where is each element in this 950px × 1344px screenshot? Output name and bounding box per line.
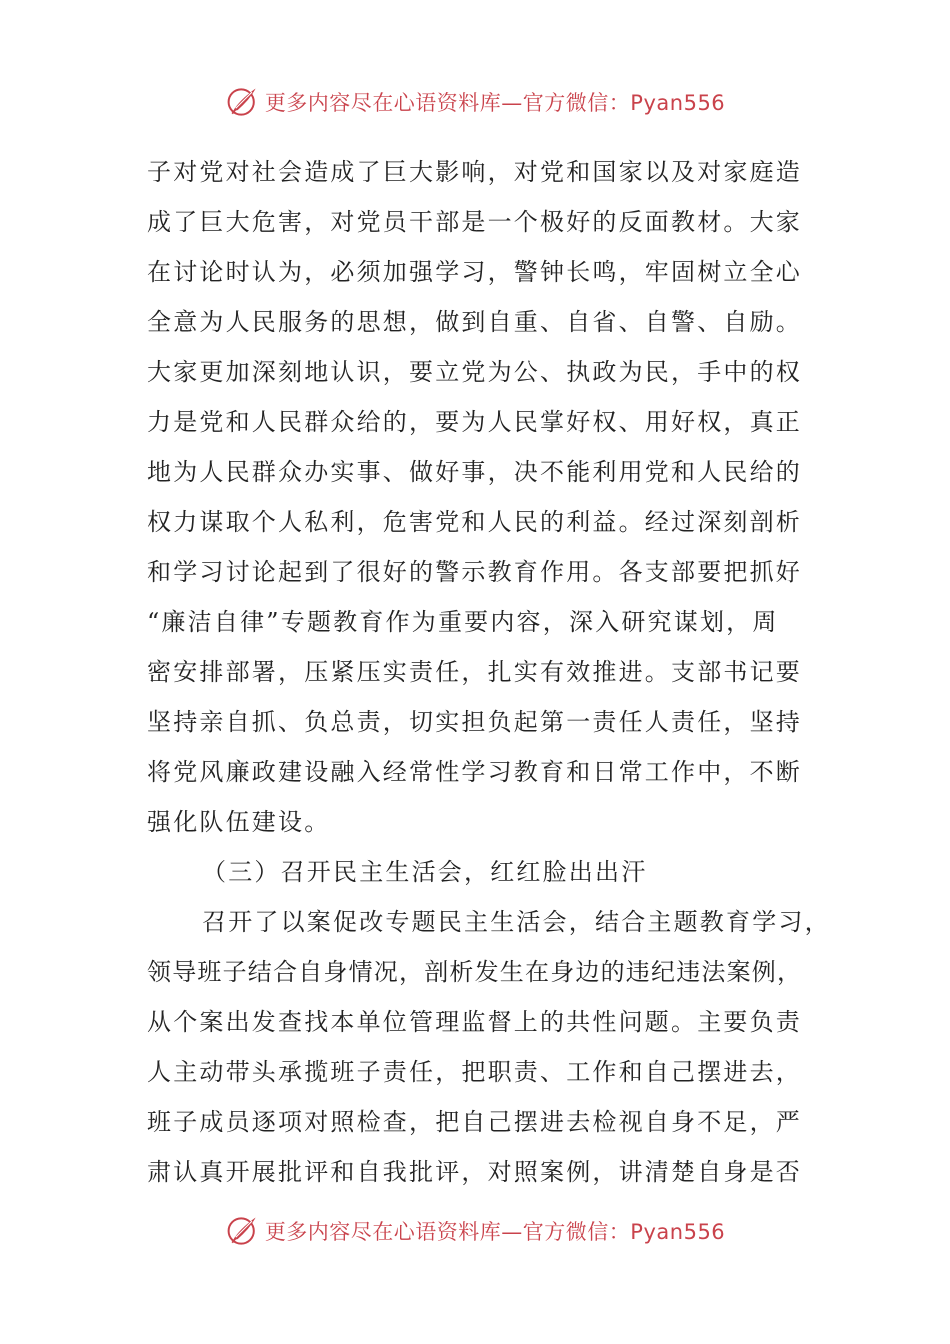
body-line: 力是党和人民群众给的，要为人民掌好权、用好权，真正	[147, 408, 802, 436]
body-line: 从个案出发查找本单位管理监督上的共性问题。主要负责	[147, 1008, 802, 1036]
footer-text: 更多内容尽在心语资料库—官方微信：Pyan556	[264, 1220, 726, 1244]
body-line: 和学习讨论起到了很好的警示教育作用。各支部要把抓好	[147, 558, 802, 586]
body-line: 成了巨大危害，对党员干部是一个极好的反面教材。大家	[147, 208, 802, 236]
body-line: 权力谋取个人私利，危害党和人民的利益。经过深刻剖析	[147, 508, 802, 536]
body-line: 地为人民群众办实事、做好事，决不能利用党和人民给的	[147, 458, 802, 486]
header-banner	[0, 80, 950, 124]
body-line: 全意为人民服务的思想，做到自重、自省、自警、自励。	[147, 308, 802, 336]
body-line: 大家更加深刻地认识，要立党为公、执政为民，手中的权	[147, 358, 802, 386]
body-line: “廉洁自律”专题教育作为重要内容，深入研究谋划，周	[147, 608, 779, 636]
quill-pen-seal-icon	[225, 84, 261, 120]
body-line: 子对党对社会造成了巨大影响，对党和国家以及对家庭造	[147, 158, 802, 186]
body-line: 人主动带头承揽班子责任，把职责、工作和自己摆进去，	[147, 1058, 802, 1086]
body-line: 坚持亲自抓、负总责，切实担负起第一责任人责任，坚持	[147, 708, 802, 736]
body-line: 密安排部署，压紧压实责任，扎实有效推进。支部书记要	[147, 658, 802, 686]
body-line: 领导班子结合自身情况，剖析发生在身边的违纪违法案例，	[147, 958, 803, 986]
header-text: 更多内容尽在心语资料库—官方微信：Pyan556	[264, 91, 726, 115]
body-line: 肃认真开展批评和自我批评，对照案例，讲清楚自身是否	[147, 1158, 802, 1186]
section-heading: （三）召开民主生活会，红红脸出出汗	[202, 858, 648, 886]
body-line: 在讨论时认为，必须加强学习，警钟长鸣，牢固树立全心	[147, 258, 802, 286]
body-line: 班子成员逐项对照检查，把自己摆进去检视自身不足，严	[147, 1108, 802, 1136]
quill-pen-seal-icon	[225, 1213, 261, 1249]
body-line: 将党风廉政建设融入经常性学习教育和日常工作中，不断	[147, 758, 802, 786]
body-line: 强化队伍建设。	[147, 808, 331, 836]
document-body	[147, 147, 831, 1197]
body-line: 召开了以案促改专题民主生活会，结合主题教育学习，	[202, 908, 831, 936]
footer-banner	[0, 1209, 950, 1253]
